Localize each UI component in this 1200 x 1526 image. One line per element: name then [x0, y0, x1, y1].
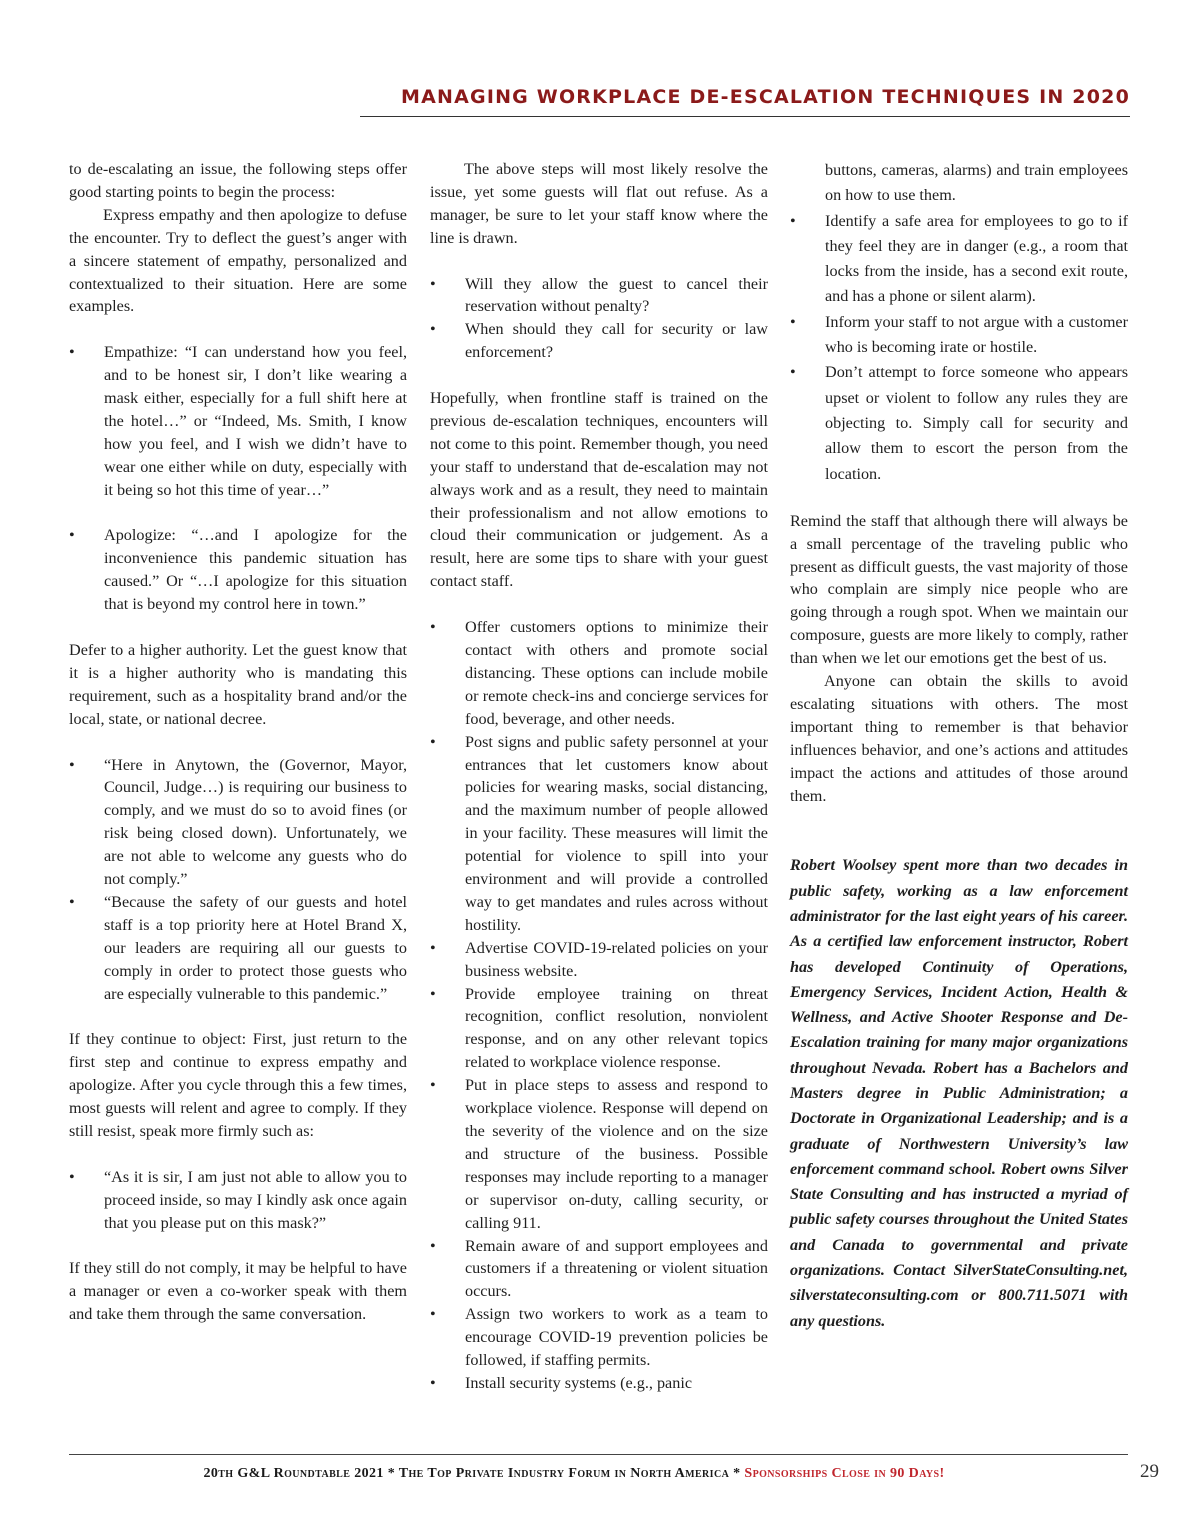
list-item: • Advertise COVID-19-related policies on your business website.: [430, 938, 768, 980]
paragraph: Hopefully, when frontline staff is trained on the previous de-escalation techniques, encounters will not come to this point. Remember though, you need your staff to understand that de-escalation may not always work and as a result, they need to maintain their professionalism and not allow emotions to cloud their communication or judgement. As a result, here are some tips to share with your guest contact staff.: [430, 389, 768, 591]
list-item: • Post signs and public safety personnel at your entrances that let customers know about policies for wearing masks, social distancing, and the maximum number of people allowed in your facility. These measures will limit the potential for violence to spill into your environment and will provide a controlled way to get mandates and rules across without hostility.: [430, 732, 768, 934]
bullet-icon: •: [430, 320, 436, 339]
list-item: • “Here in Anytown, the (Governor, Mayor, Council, Judge…) is requiring our business to comply, and we must do so to avoid fines (or risk being closed down). Unfortunately, we are not able to welcome any guests who do not comply.”: [69, 755, 407, 889]
bullet-list: [430, 273, 768, 365]
bullet-icon: •: [790, 363, 796, 382]
bullet-icon: •: [69, 755, 75, 774]
header-rule: [360, 116, 1130, 117]
footer-highlight: Sponsorships Close in 90 Days!: [744, 1466, 945, 1481]
bullet-list: [69, 1166, 407, 1235]
bullet-list: [69, 754, 407, 1006]
list-item: • When should they call for security or law enforcement?: [430, 320, 768, 362]
bullet-list: [790, 209, 1128, 487]
bullet-list: [430, 616, 768, 1395]
list-item: • Put in place steps to assess and respond to workplace violence. Response will depend on the severity of the violence and on the size and structure of the business. Possible responses may include reporting to a manager or supervisor on-duty, calling security, or calling 911.: [430, 1076, 768, 1232]
bullet-icon: •: [430, 274, 436, 293]
list-item: • Inform your staff to not argue with a customer who is becoming irate or hostile.: [790, 310, 1128, 361]
bullet-icon: •: [430, 618, 436, 637]
list-item: • Assign two workers to work as a team to encourage COVID-19 prevention policies be followed, if staffing permits.: [430, 1305, 768, 1370]
page-number: 29: [1140, 1461, 1159, 1482]
paragraph: Express empathy and then apologize to defuse the encounter. Try to deflect the guest’s anger with a sincere statement of empathy, personalized and contextualized to their situation. Here are some examples.: [69, 205, 407, 316]
page-header-title: MANAGING WORKPLACE DE-ESCALATION TECHNIQUES IN 2020: [401, 86, 1130, 108]
list-item: • Provide employee training on threat recognition, conflict resolution, nonviolent response, and on any other relevant topics related to workplace violence response.: [430, 984, 768, 1072]
list-item: • “As it is sir, I am just not able to allow you to proceed inside, so may I kindly ask once again that you please put on this mask?”: [69, 1167, 407, 1232]
list-item: • Don’t attempt to force someone who appears upset or violent to follow any rules they are objecting to. Simply call for security and allow them to escort the person from the location.: [790, 360, 1128, 486]
list-item: • Identify a safe area for employees to go to if they feel they are in danger (e.g., a room that locks from the inside, has a second exit route, and has a phone or silent alarm).: [790, 209, 1128, 310]
column-2: [430, 158, 768, 1395]
list-item: • Apologize: “…and I apologize for the inconvenience this pandemic situation has caused.” Or “…I apologize for this situation that is beyond my control here in town.”: [69, 526, 407, 614]
paragraph: If they still do not comply, it may be helpful to have a manager or even a co-worker speak with them and take them through the same conversation.: [69, 1259, 407, 1324]
paragraph: The above steps will most likely resolve the issue, yet some guests will flat out refuse. As a manager, be sure to let your staff know where the line is drawn.: [430, 160, 768, 247]
bullet-icon: •: [430, 1076, 436, 1095]
bullet-icon: •: [430, 1305, 436, 1324]
footer-rule: [69, 1454, 1128, 1455]
paragraph: If they continue to object: First, just return to the first step and continue to express empathy and apologize. After you cycle through this a few times, most guests will relent and agree to comply. If they still resist, speak more firmly such as:: [69, 1030, 407, 1140]
bullet-icon: •: [790, 312, 796, 331]
column-1: [69, 158, 407, 1326]
bullet-icon: •: [69, 892, 75, 911]
list-item: • “Because the safety of our guests and hotel staff is a top priority here at Hotel Brand X, our leaders are requiring all our guests to comply in order to protect those guests who are especially vulnerable to this pandemic.”: [69, 892, 407, 1003]
list-item: • Remain aware of and support employees and customers if a threatening or violent situation occurs.: [430, 1236, 768, 1301]
author-bio: Robert Woolsey spent more than two decades in public safety, working as a law enforcement administrator for the last eight years of his career. As a certified law enforcement instructor, Robert has developed Continuity of Operations, Emergency Services, Incident Action, Health & Wellness, and Active Shooter Response and De-Escalation training for many major organizations throughout Nevada. Robert has a Bachelors and Masters degree in Public Administration; a Doctorate in Organizational Leadership; and is a graduate of Northwestern University’s law enforcement command school. Robert owns Silver State Consulting and has instructed a myriad of public safety courses throughout the United States and Canada to governmental and private organizations. Contact SilverStateConsulting.net, silverstateconsulting.com or 800.711.5071 with any questions.: [790, 856, 1128, 1330]
footer-text: 20th G&L Roundtable 2021 * The Top Private Industry Forum in North America *: [203, 1466, 745, 1481]
bullet-icon: •: [69, 343, 75, 362]
paragraph: Anyone can obtain the skills to avoid escalating situations with others. The most important thing to remember is that behavior influences behavior, and one’s actions and attitudes impact the actions and attitudes of those around them.: [790, 672, 1128, 805]
bullet-icon: •: [790, 211, 796, 230]
paragraph: Defer to a higher authority. Let the guest know that it is a higher authority who is mandating this requirement, such as a hospitality brand and/or the local, state, or national decree.: [69, 640, 407, 728]
bullet-icon: •: [69, 526, 75, 545]
list-item: • Will they allow the guest to cancel their reservation without penalty?: [430, 274, 768, 316]
bullet-icon: •: [430, 938, 436, 957]
bullet-icon: •: [69, 1167, 75, 1186]
bullet-icon: •: [430, 1236, 436, 1255]
bullet-list: [69, 341, 407, 616]
list-continuation: buttons, cameras, alarms) and train employees on how to use them.: [825, 161, 1128, 205]
column-3: [790, 158, 1128, 1334]
bullet-icon: •: [430, 1373, 436, 1392]
list-item: • Install security systems (e.g., panic: [430, 1372, 768, 1395]
list-item: • Offer customers options to minimize their contact with others and promote social distancing. These options can include mobile or remote check-ins and concierge services for food, beverage, and other needs.: [430, 618, 768, 728]
list-item: • Empathize: “I can understand how you feel, and to be honest sir, I don’t like wearing a mask either, especially for a full shift here at the hotel…” or “Indeed, Ms. Smith, I know how you feel, and I wish we didn’t have to wear one either while on duty, especially with it being so hot this time of year…”: [69, 343, 407, 499]
bullet-icon: •: [430, 984, 436, 1003]
paragraph: Remind the staff that although there will always be a small percentage of the traveling public who present as difficult guests, the vast majority of those who complain are simply nice people who are going through a rough spot. When we maintain our composure, guests are more likely to comply, rather than when we let our emotions get the best of us.: [790, 511, 1128, 668]
bullet-icon: •: [430, 732, 436, 751]
footer-banner: [69, 1465, 1079, 1482]
paragraph: to de-escalating an issue, the following steps offer good starting points to begin the process:: [69, 160, 407, 201]
